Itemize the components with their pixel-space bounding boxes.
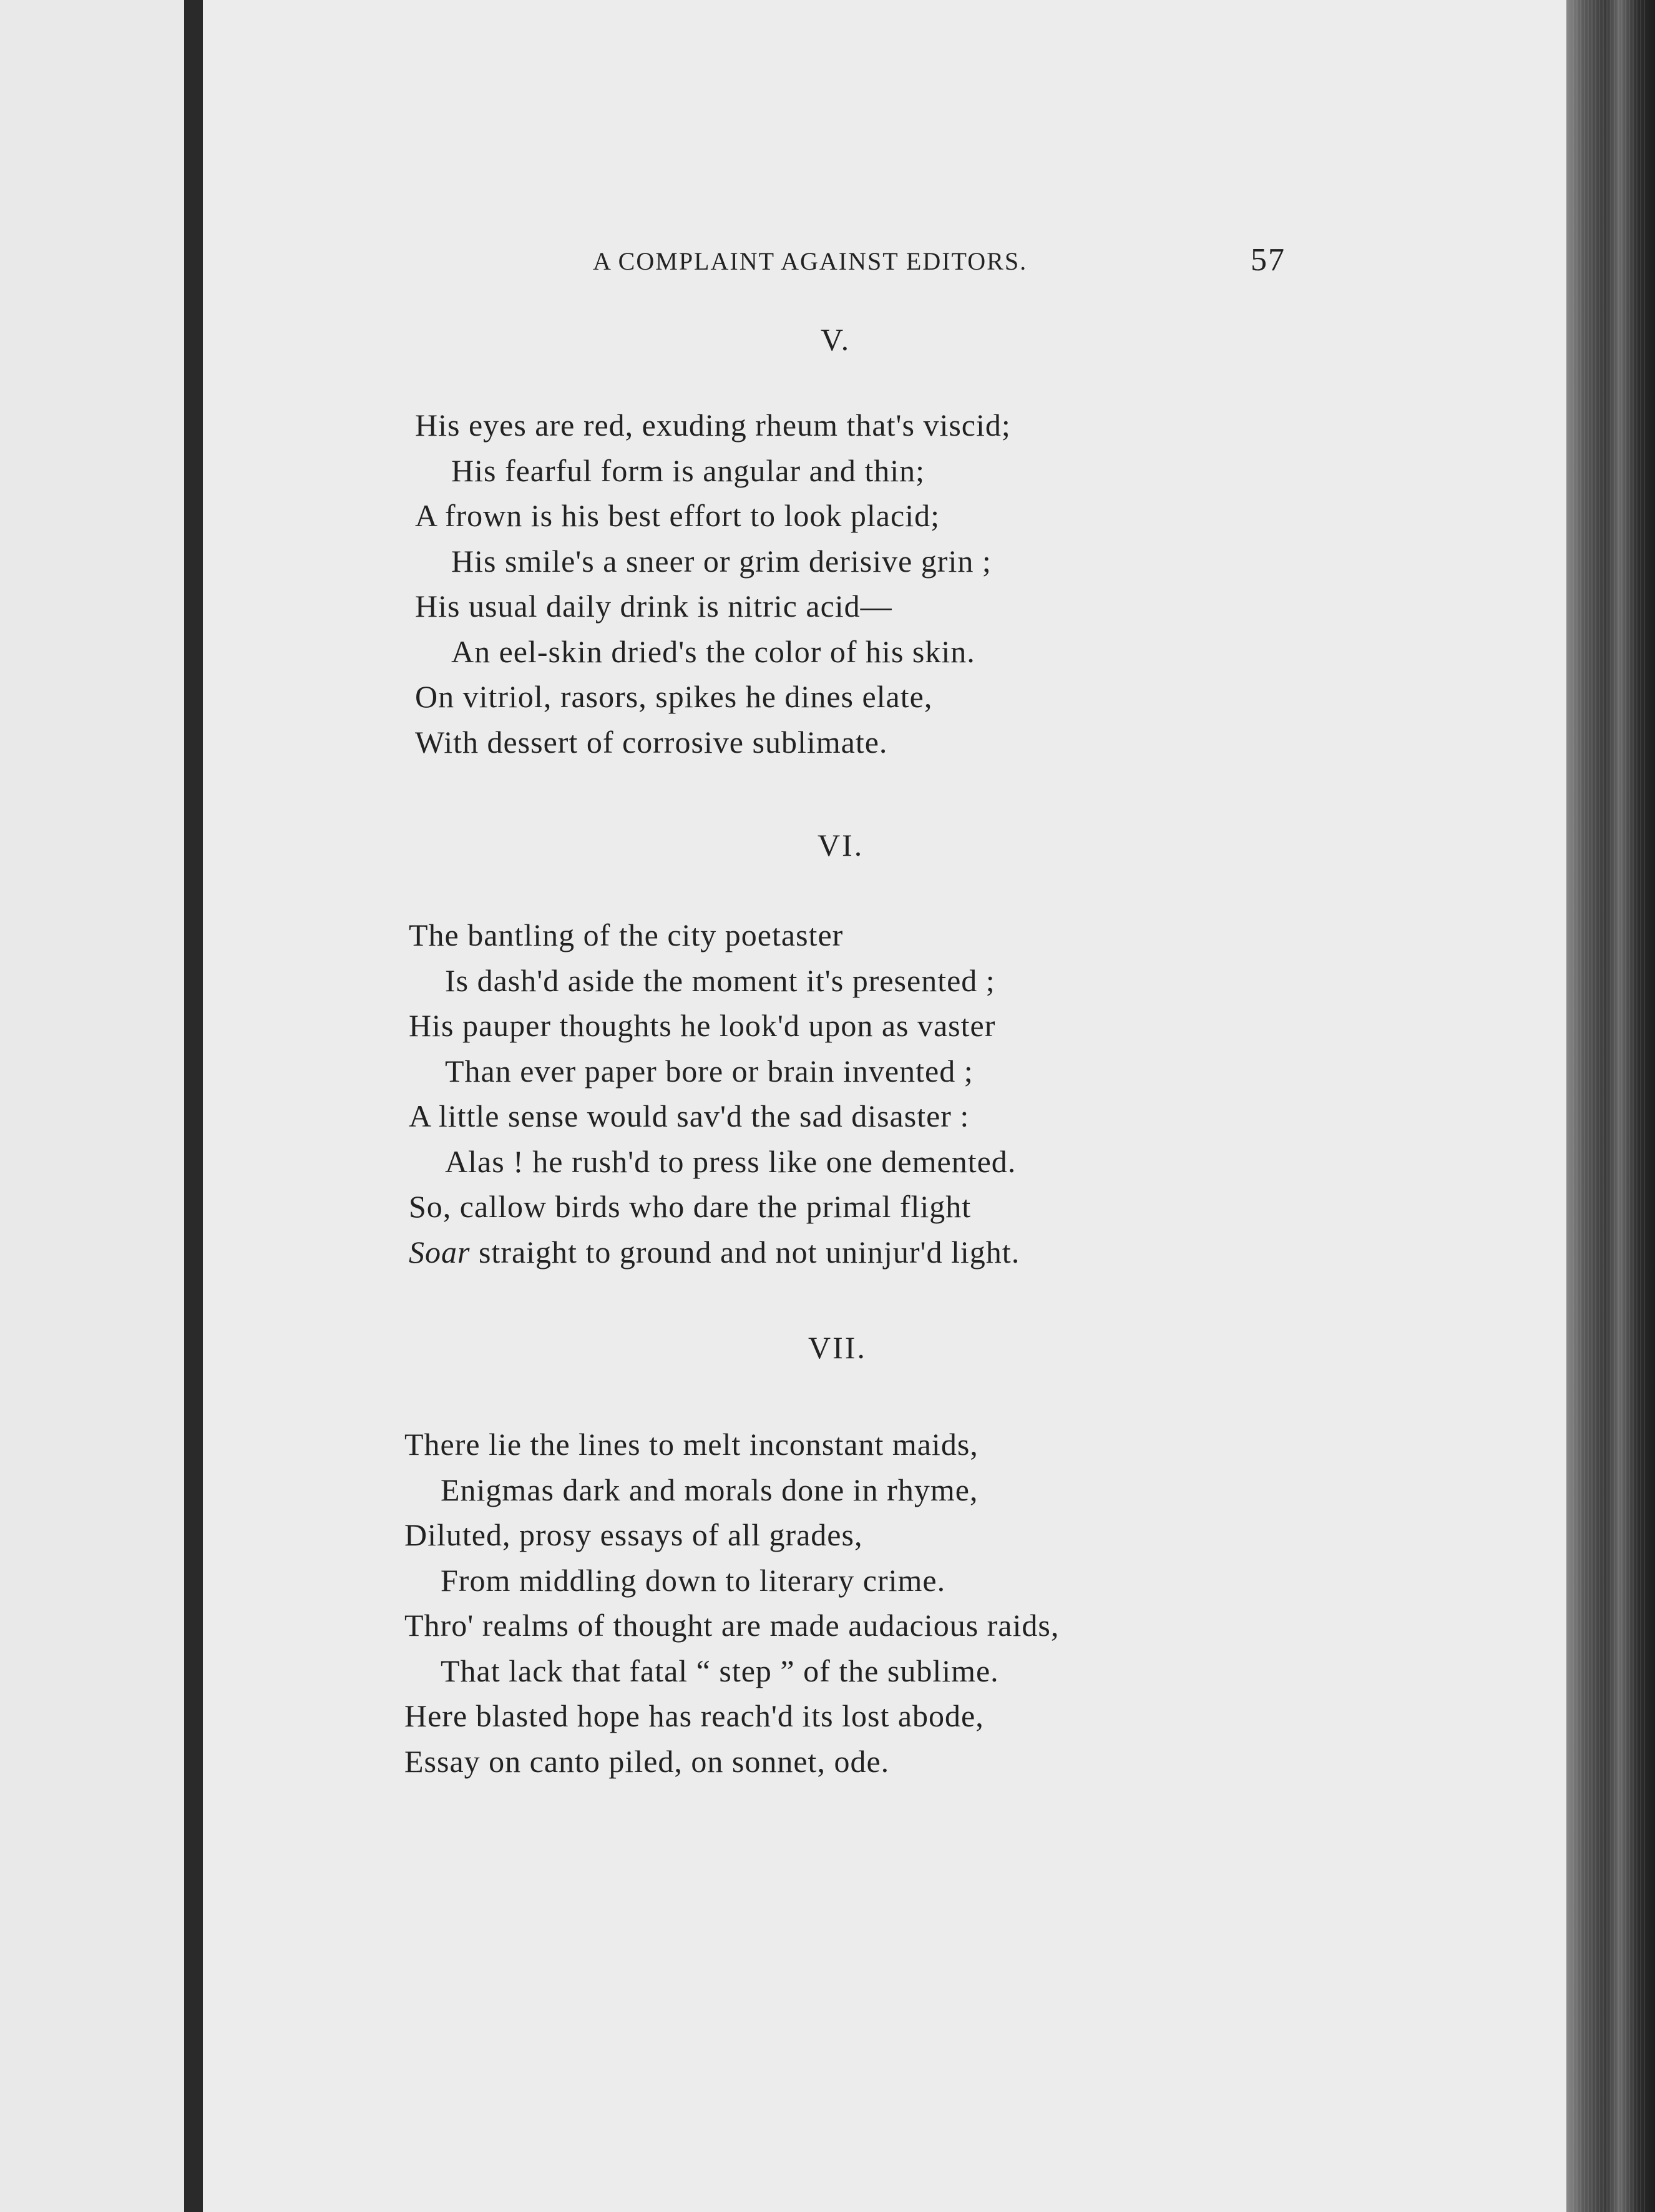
- verse-line: On vitriol, rasors, spikes he dines elate,: [415, 679, 933, 714]
- verse-line: Thro' realms of thought are made audacious raids,: [404, 1608, 1060, 1643]
- verse-line: With dessert of corrosive sublimate.: [415, 724, 888, 760]
- stanza-vi: [409, 913, 1020, 1275]
- verse-line: From middling down to literary crime.: [441, 1562, 946, 1598]
- binding-gutter: [184, 0, 203, 2212]
- page-edge-texture: [1573, 0, 1648, 2212]
- section-heading-vii: VII.: [808, 1330, 867, 1365]
- verse-line: Alas ! he rush'd to press like one demented.: [445, 1143, 1017, 1179]
- verse-line: Than ever paper bore or brain invented ;: [445, 1053, 974, 1089]
- verse-line-rest: straight to ground and not uninjur'd light.: [478, 1234, 1020, 1270]
- verse-line: There lie the lines to melt inconstant maids,: [404, 1427, 979, 1462]
- verse-line: His smile's a sneer or grim derisive grin ;: [451, 543, 992, 579]
- verse-line: Enigmas dark and morals done in rhyme,: [441, 1472, 979, 1507]
- verse-line: His eyes are red, exuding rheum that's viscid;: [415, 408, 1011, 443]
- verse-line: [409, 1230, 1020, 1275]
- stanza-vii: [404, 1422, 1059, 1784]
- verse-line: The bantling of the city poetaster: [409, 918, 844, 952]
- running-title: A COMPLAINT AGAINST EDITORS.: [593, 247, 1028, 275]
- verse-line: An eel-skin dried's the color of his skin.: [451, 634, 975, 669]
- verse-line: Diluted, prosy essays of all grades,: [404, 1517, 863, 1552]
- verse-line: A little sense would sav'd the sad disaster :: [409, 1099, 970, 1133]
- page-number: 57: [1251, 242, 1286, 278]
- italic-word: Soar: [409, 1234, 471, 1270]
- verse-line: A frown is his best effort to look placid;: [415, 498, 940, 533]
- verse-line: So, callow birds who dare the primal flight: [409, 1189, 972, 1224]
- verse-line: That lack that fatal “ step ” of the sublime.: [441, 1653, 999, 1688]
- verse-line: Here blasted hope has reach'd its lost abode,: [404, 1698, 984, 1733]
- verse-line: Essay on canto piled, on sonnet, ode.: [404, 1743, 890, 1779]
- verse-line: His pauper thoughts he look'd upon as vaster: [409, 1008, 996, 1043]
- section-heading-vi: VI.: [818, 828, 864, 863]
- page-header: [593, 242, 1286, 284]
- verse-line: Is dash'd aside the moment it's presented ;: [445, 962, 995, 998]
- facing-page-margin: [0, 0, 200, 2212]
- section-heading-v: V.: [821, 322, 851, 357]
- stanza-v: [415, 403, 1011, 765]
- verse-line: His usual daily drink is nitric acid—: [415, 589, 892, 624]
- verse-line: His fearful form is angular and thin;: [451, 453, 925, 488]
